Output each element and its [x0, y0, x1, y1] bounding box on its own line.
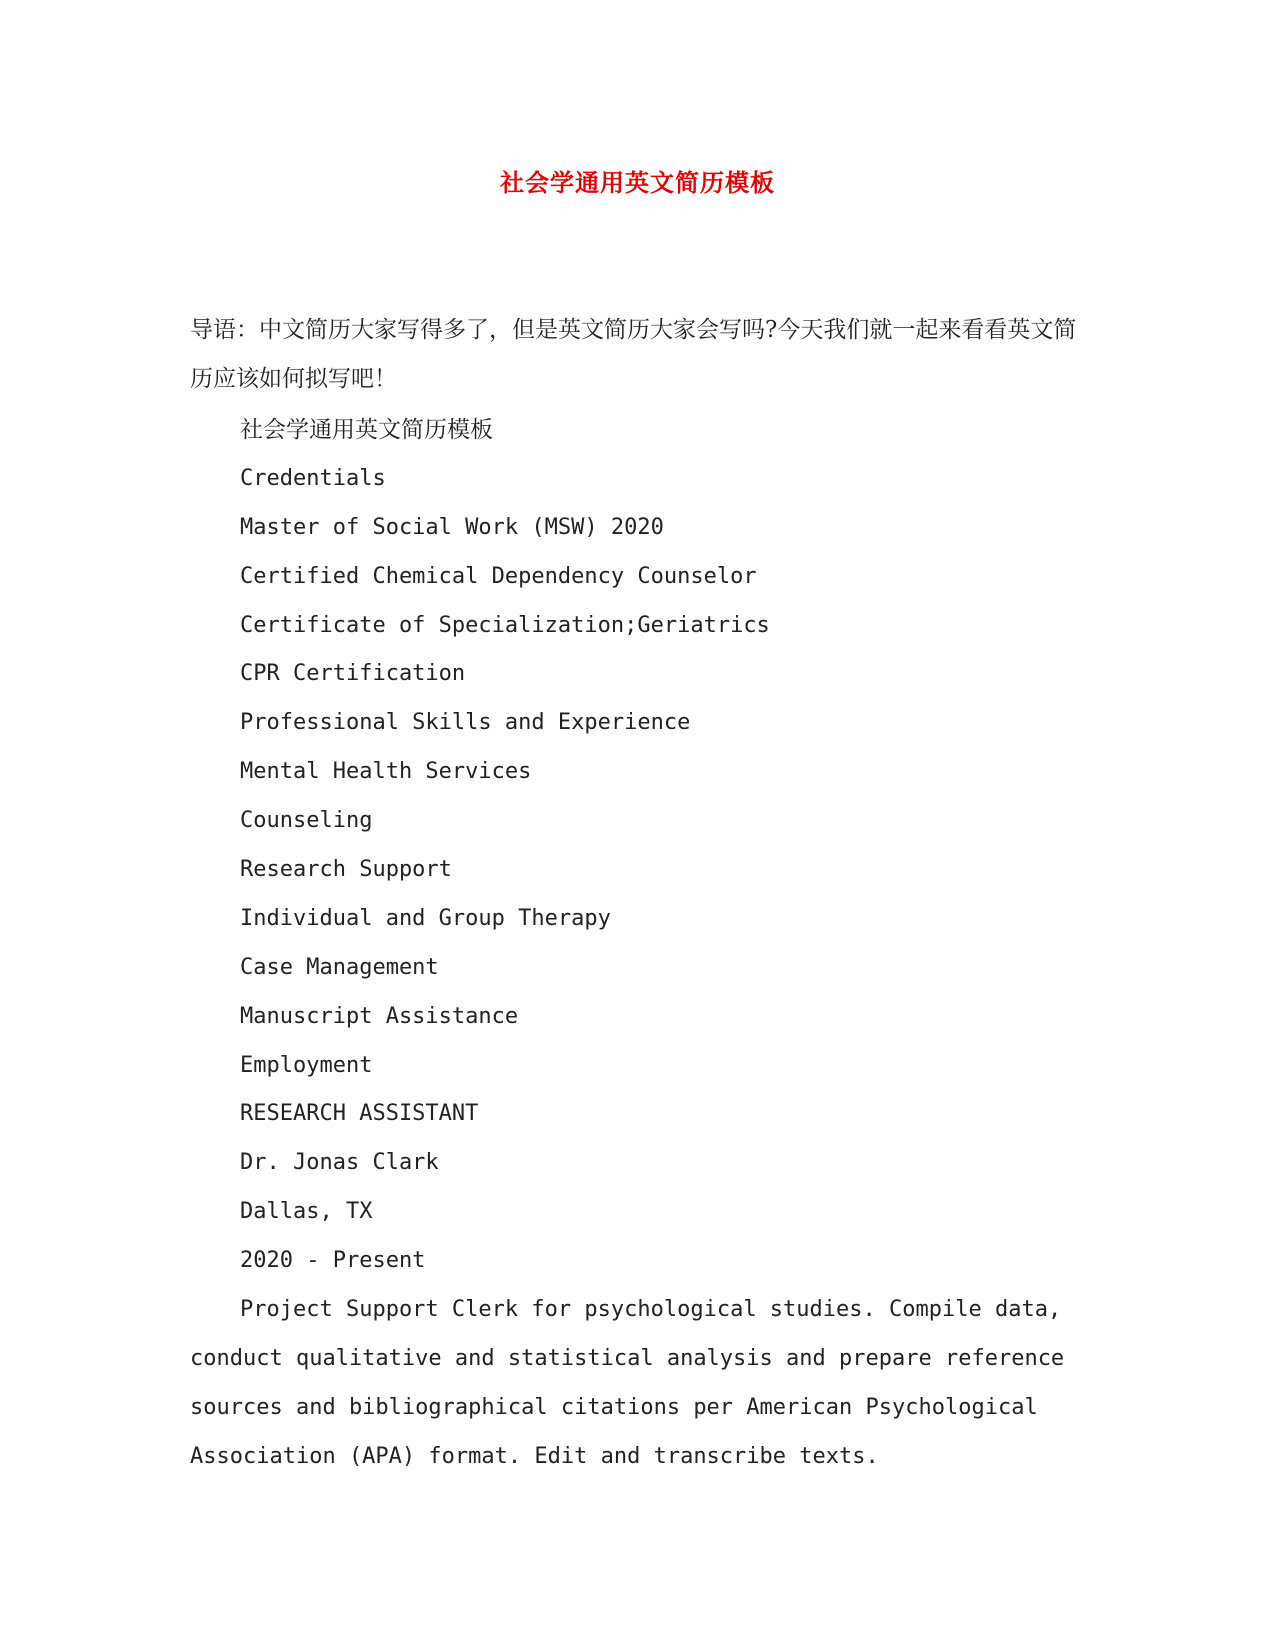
section-heading-employment: Employment — [240, 1052, 373, 1078]
document-title: 社会学通用英文简历模板 — [500, 168, 775, 197]
resume-subtitle: 社会学通用英文简历模板 — [240, 417, 493, 443]
section-heading-skills: Professional Skills and Experience — [240, 710, 691, 736]
credential-item: CPR Certification — [240, 661, 466, 687]
job-location: Dallas, TX — [240, 1199, 373, 1225]
job-description: Project Support Clerk for psychological studies. Compile data, conduct qualitative and statistical analysis and prepare reference sources and bibliographical citations per American Psychological Association (APA) format. Edit and transcribe texts. — [190, 1297, 1065, 1469]
resume-lines — [190, 406, 1090, 1286]
job-dates: 2020 - Present — [240, 1248, 426, 1274]
credential-item: Master of Social Work (MSW) 2020 — [240, 514, 664, 540]
credential-item: Certificate of Specialization;Geriatrics — [240, 612, 770, 638]
skill-item: Case Management — [240, 954, 439, 980]
job-title: RESEARCH ASSISTANT — [240, 1101, 479, 1127]
skill-item: Mental Health Services — [240, 759, 532, 785]
skill-item: Research Support — [240, 857, 452, 883]
skill-item: Individual and Group Therapy — [240, 905, 611, 931]
skill-item: Manuscript Assistance — [240, 1003, 519, 1029]
section-heading-credentials: Credentials — [240, 465, 386, 491]
employer-name: Dr. Jonas Clark — [240, 1150, 439, 1176]
skill-item: Counseling — [240, 808, 373, 834]
intro-paragraph: 导语：中文简历大家写得多了，但是英文简历大家会写吗?今天我们就一起来看看英文简历应该如何拟写吧！ — [190, 317, 1077, 392]
credential-item: Certified Chemical Dependency Counselor — [240, 563, 757, 589]
